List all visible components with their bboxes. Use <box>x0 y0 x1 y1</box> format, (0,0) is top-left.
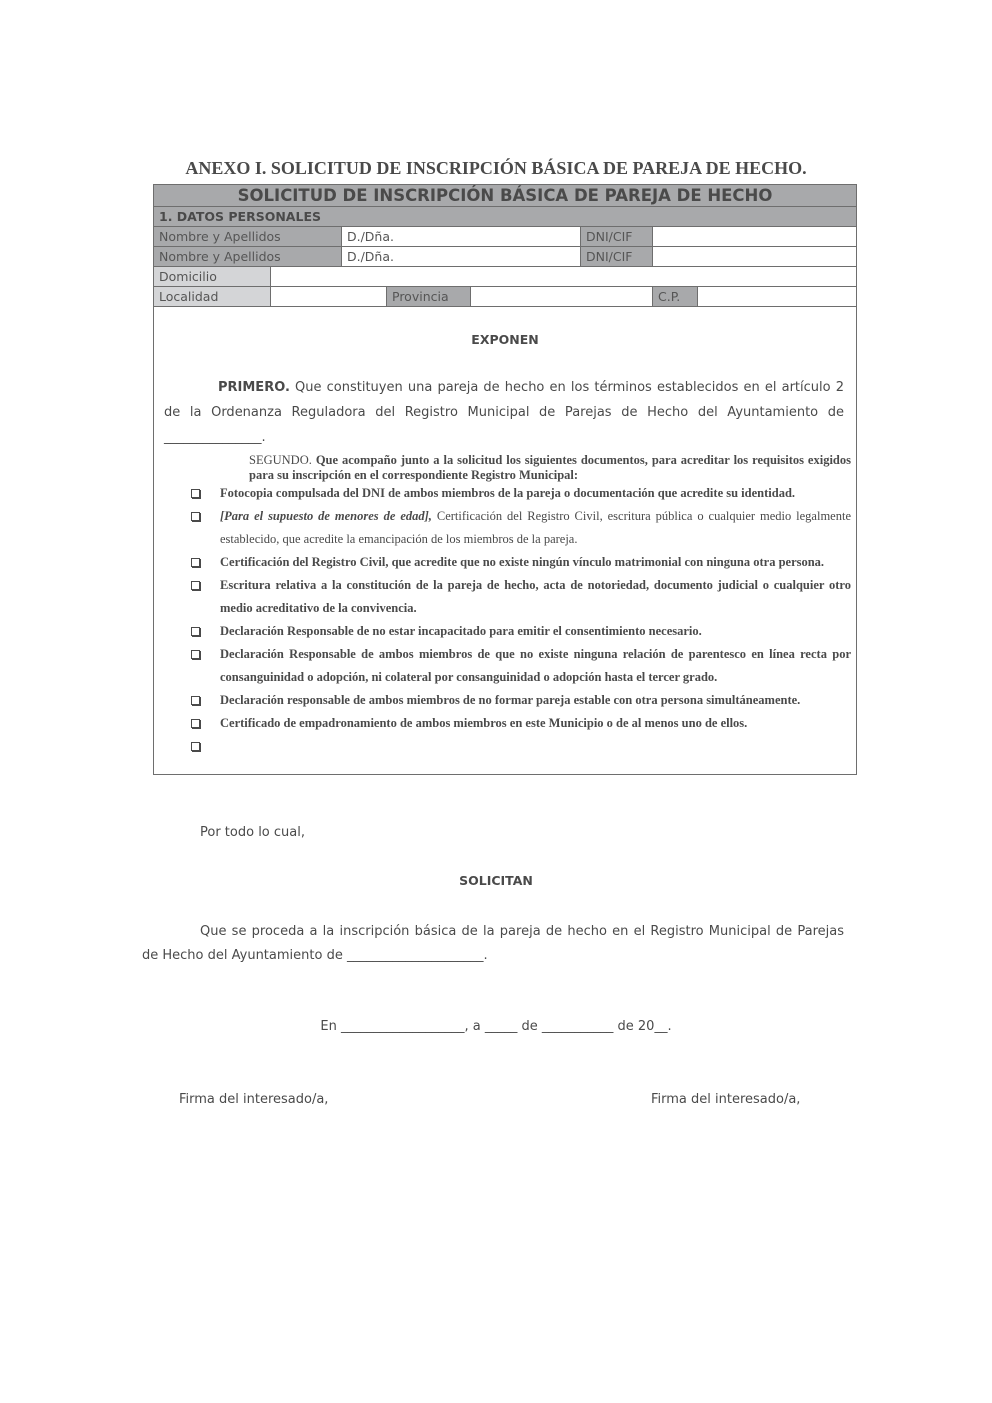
document-item: [Para el supuesto de menores de edad], Certificación del Registro Civil, escritura pública o cualquier medio legalmente establecido, que acredite la emancipación de los miembros de la pareja. <box>190 505 851 551</box>
signature-right: Firma del interesado/a, <box>651 1092 801 1107</box>
solicitan-paragraph: Que se proceda a la inscripción básica de la pareja de hecho en el Registro Municipal de Parejas de Hecho del Ayuntamiento de _____________________. <box>142 924 844 963</box>
checkbox-icon[interactable] <box>191 512 200 521</box>
segundo-label: SEGUNDO. <box>249 453 312 467</box>
location-row <box>154 287 856 307</box>
document-item: Declaración Responsable de ambos miembros de que no existe ninguna relación de parentesco en línea recta por consanguinidad o adopción, ni colateral por consanguinidad o adopción hasta el tercer grado. <box>190 643 851 689</box>
document-item: Fotocopia compulsada del DNI de ambos miembros de la pareja o documentación que acredite su identidad. <box>190 482 851 505</box>
checkbox-icon[interactable] <box>191 558 200 567</box>
date-line: En ___________________, a _____ de ___________ de 20__. <box>320 1019 672 1034</box>
application-form <box>153 184 857 775</box>
address-label: Domicilio <box>154 267 271 286</box>
document-item: Declaración responsable de ambos miembros de no formar pareja estable con otra persona simultáneamente. <box>190 689 851 712</box>
checkbox-icon[interactable] <box>191 489 200 498</box>
document-item: Escritura relativa a la constitución de la pareja de hecho, acta de notoriedad, documento judicial o cualquier otro medio acreditativo de la convivencia. <box>190 574 851 620</box>
checkbox-icon[interactable] <box>191 719 200 728</box>
section-title: 1. DATOS PERSONALES <box>159 209 321 224</box>
document-item: Certificación del Registro Civil, que acredite que no existe ningún vínculo matrimonial con ninguna otra persona. <box>190 551 851 574</box>
checkbox-icon[interactable] <box>191 696 200 705</box>
checkbox-icon[interactable] <box>191 650 200 659</box>
name-field-1[interactable]: D./Dña. <box>342 227 581 246</box>
personal-row-2 <box>154 247 856 267</box>
checkbox-icon[interactable] <box>191 627 200 636</box>
solicitan-heading: SOLICITAN <box>459 873 533 888</box>
primero-paragraph <box>164 375 844 450</box>
dni-label-1: DNI/CIF <box>581 227 653 246</box>
dni-field-2[interactable] <box>653 247 856 266</box>
annex-title: ANEXO I. SOLICITUD DE INSCRIPCIÓN BÁSICA DE PAREJA DE HECHO. <box>185 158 807 178</box>
province-label: Provincia <box>387 287 471 306</box>
exponen-heading: EXPONEN <box>471 332 539 347</box>
dni-field-1[interactable] <box>653 227 856 246</box>
address-row <box>154 267 856 287</box>
documents-list <box>190 482 851 758</box>
name-field-2[interactable]: D./Dña. <box>342 247 581 266</box>
document-item-blank <box>190 735 851 758</box>
document-item: Certificado de empadronamiento de ambos miembros en este Municipio o de al menos uno de ellos. <box>190 712 851 735</box>
province-field[interactable] <box>471 287 653 306</box>
postal-code-field[interactable] <box>698 287 856 306</box>
checkbox-icon[interactable] <box>191 581 200 590</box>
por-todo-text: Por todo lo cual, <box>200 825 305 840</box>
primero-text: Que constituyen una pareja de hecho en los términos establecidos en el artículo 2 de la Ordenanza Reguladora del Registro Municipal de Parejas de Hecho del Ayuntamiento de _______________. <box>164 380 844 445</box>
primero-label: PRIMERO. <box>218 380 290 395</box>
name-label-2: Nombre y Apellidos <box>154 247 342 266</box>
locality-label: Localidad <box>154 287 271 306</box>
form-header <box>154 185 856 207</box>
section-header <box>154 207 856 227</box>
checkbox-icon[interactable] <box>191 742 200 751</box>
signature-left: Firma del interesado/a, <box>179 1092 329 1107</box>
document-item: Declaración Responsable de no estar incapacitado para emitir el consentimiento necesario. <box>190 620 851 643</box>
address-field[interactable] <box>271 267 856 286</box>
locality-field[interactable] <box>271 287 387 306</box>
form-title: SOLICITUD DE INSCRIPCIÓN BÁSICA DE PAREJA DE HECHO <box>237 186 773 205</box>
personal-row-1 <box>154 227 856 247</box>
postal-code-label: C.P. <box>653 287 698 306</box>
dni-label-2: DNI/CIF <box>581 247 653 266</box>
segundo-paragraph <box>249 453 851 483</box>
name-label-1: Nombre y Apellidos <box>154 227 342 246</box>
segundo-text: Que acompaño junto a la solicitud los siguientes documentos, para acreditar los requisitos exigidos para su inscripción en el correspondiente Registro Municipal: <box>249 453 851 482</box>
